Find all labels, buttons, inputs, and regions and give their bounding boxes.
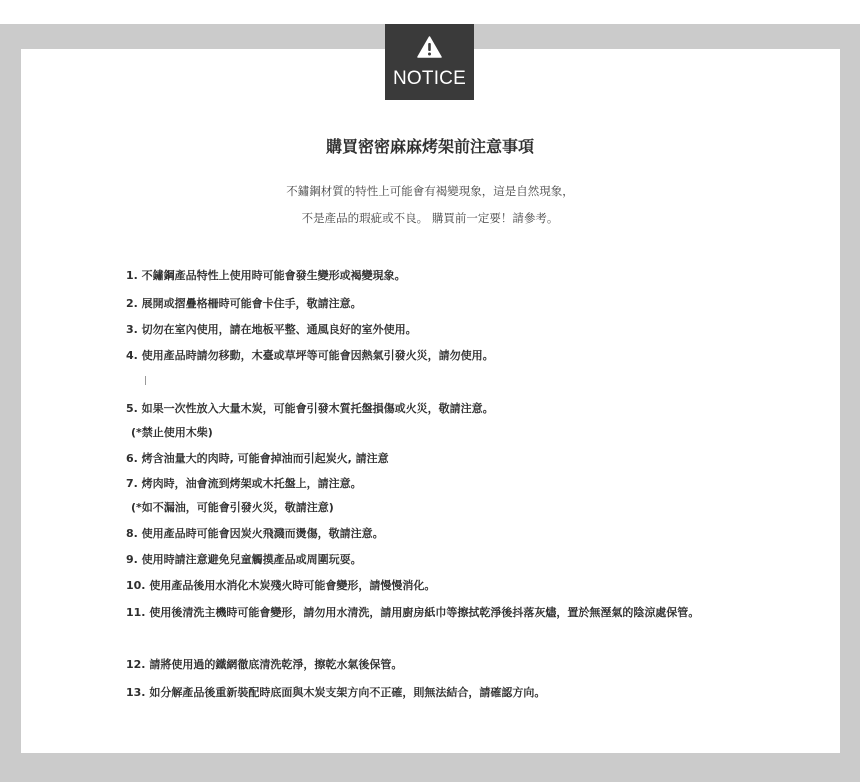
- list-item: 1. 不鏽鋼產品特性上使用時可能會發生變形或褐變現象。: [126, 269, 406, 282]
- subtitle-line-1: 不鏽鋼材質的特性上可能會有褐變現象，這是自然現象，: [286, 184, 574, 198]
- notice-badge: [385, 24, 474, 100]
- subtitle-line-2: 不是產品的瑕疵或不良。 購買前一定要！請參考。: [301, 211, 559, 225]
- list-item: 12. 請將使用過的鐵網徹底清洗乾淨，擦乾水氣後保管。: [126, 658, 403, 671]
- list-item: 6. 烤含油量大的肉時, 可能會掉油而引起炭火, 請注意: [126, 452, 389, 465]
- list-item-note: (*禁止使用木柴): [131, 426, 213, 439]
- list-item: 4. 使用產品時請勿移動，木臺或草坪等可能會因熱氣引發火災，請勿使用。: [126, 349, 494, 362]
- page-title: 購買密密麻麻烤架前注意事項: [325, 137, 534, 156]
- notice-label: NOTICE: [393, 68, 466, 89]
- list-item: 9. 使用時請注意避免兒童觸摸產品或周圍玩耍。: [126, 553, 362, 566]
- list-item: 7. 烤肉時，油會流到烤架或木托盤上，請注意。: [126, 477, 362, 490]
- list-item: 10. 使用產品後用水消化木炭殘火時可能會變形，請慢慢消化。: [126, 579, 436, 592]
- list-item: 8. 使用產品時可能會因炭火飛濺而燙傷，敬請注意。: [126, 527, 384, 540]
- list-item: 2. 展開或摺疊格柵時可能會卡住手，敬請注意。: [126, 297, 362, 310]
- list-item: 5. 如果一次性放入大量木炭，可能會引發木質托盤損傷或火災，敬請注意。: [126, 402, 494, 415]
- list-item-note: (*如不漏油，可能會引發火災，敬請注意): [131, 501, 334, 514]
- divider-mark: [145, 376, 146, 385]
- list-item: 3. 切勿在室內使用，請在地板平整、通風良好的室外使用。: [126, 323, 417, 336]
- list-item: 11. 使用後清洗主機時可能會變形，請勿用水清洗，請用廚房紙巾等擦拭乾淨後抖落灰燼，置於無溼氣的陰涼處保管。: [126, 606, 700, 619]
- list-item: 13. 如分解產品後重新裝配時底面與木炭支架方向不正確，則無法結合，請確認方向。: [126, 686, 546, 699]
- warning-icon: [417, 36, 442, 62]
